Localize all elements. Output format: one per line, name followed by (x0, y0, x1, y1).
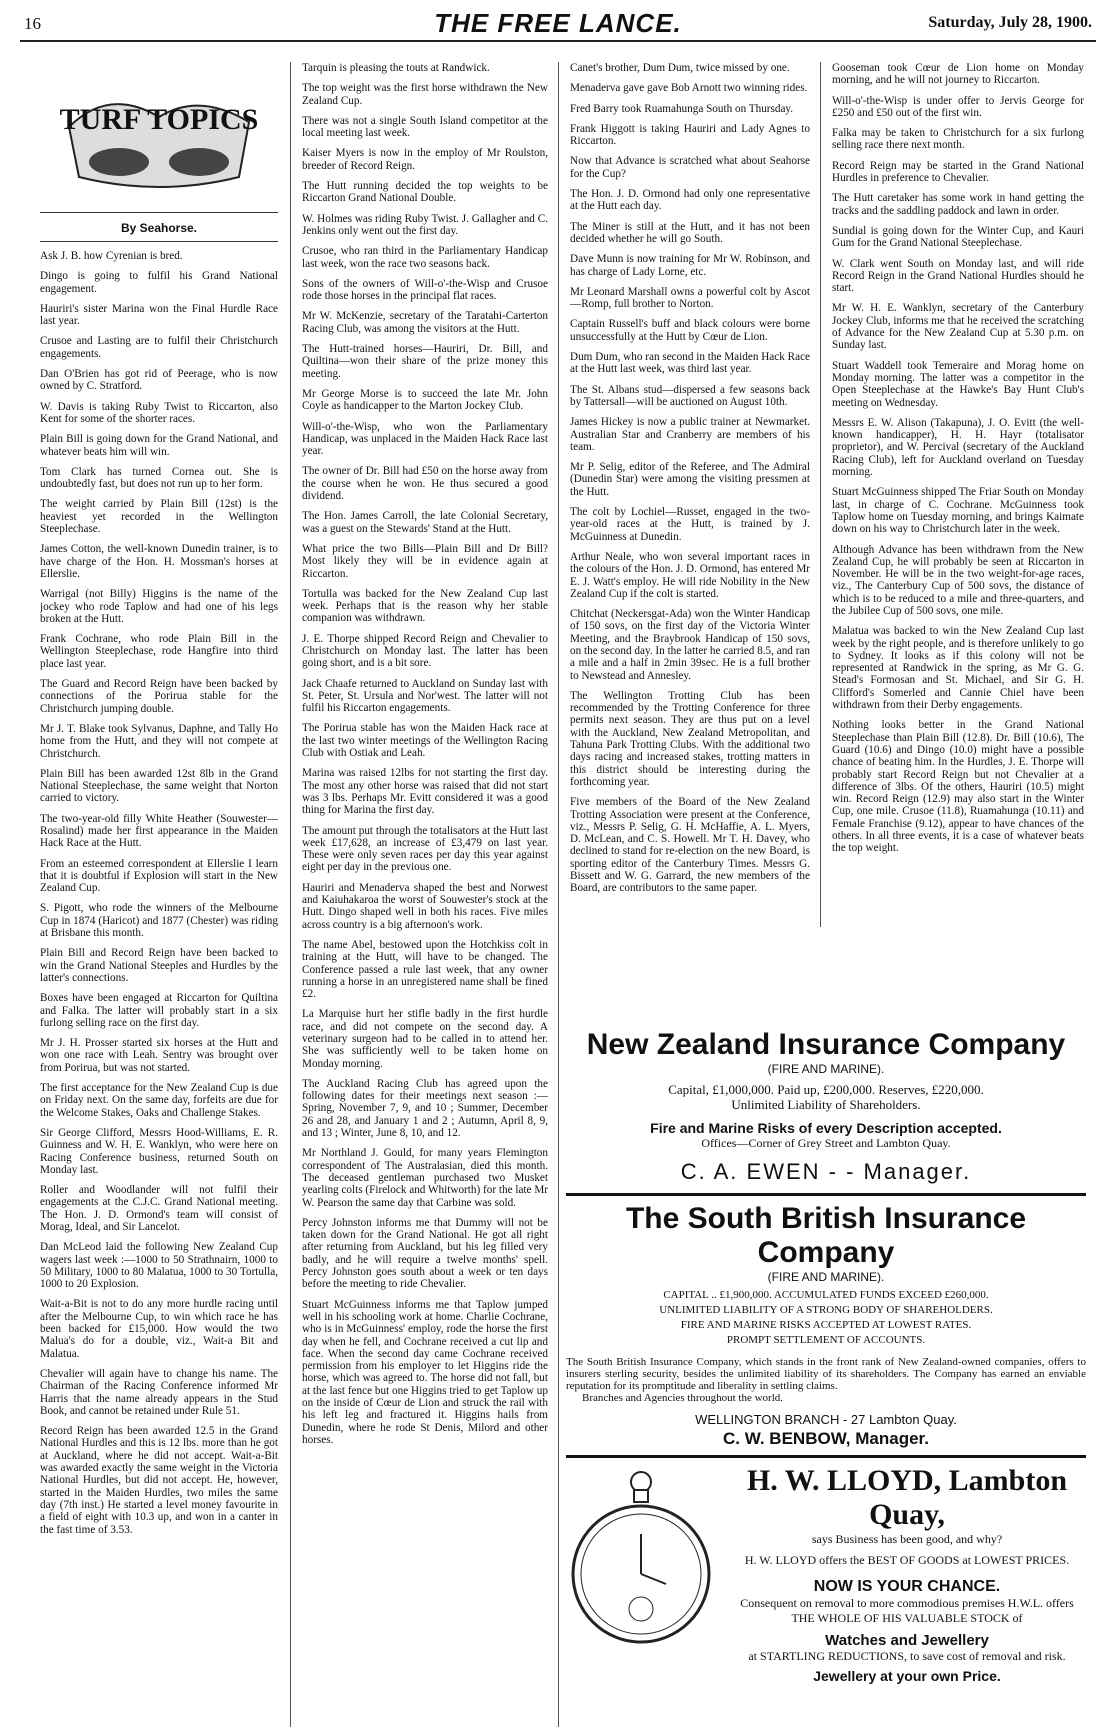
news-paragraph: Chevalier will again have to change his name. The Chairman of the Racing Conference informed Mr Harris that the name already appears in the Stud Book, and cannot be retained under Rule 51. (40, 1367, 278, 1417)
issue-date: Saturday, July 28, 1900. (928, 14, 1092, 31)
news-paragraph: Stuart McGuinness informs me that Taplow jumped well in his schooling work at home. Charlie Cochrane, who is in McGuinness' employ, rode the horse the first day when he fell, and Cochrane received a cut lip and face. When the second day came Cochrane received permission from his employer to let Higgins ride the horse, which was agreed to. The horse did not fall, but at the last fence but one Higgins tried to get Taplow up on the inside of Cœur de Lion and struck the rail with his left leg and fractured it. Higgins hails from Dunedin, where he rode St Denis, Milord and other horses. (302, 1298, 548, 1446)
news-paragraph: Boxes have been engaged at Riccarton for Quiltina and Falka. The latter will probably start in a six furlong selling race on the first day. (40, 992, 278, 1029)
lloyd-line1: says Business has been good, and why? (811, 1532, 1003, 1546)
advert-divider (566, 1455, 1086, 1458)
news-paragraph: Dave Munn is now training for Mr W. Robinson, and has charge of Lady Lorne, etc. (570, 253, 810, 278)
news-paragraph: What price the two Bills—Plain Bill and Dr Bill? Most likely they will be in evidence again at Riccarton. (302, 542, 548, 580)
news-paragraph: The Porirua stable has won the Maiden Hack race at the last two winter meetings of the Wellington Racing Club with Ostiak and Leah. (302, 722, 548, 760)
byline: By Seahorse. (120, 221, 198, 235)
news-paragraph: There was not a single South Island competitor at the local meeting last week. (302, 114, 548, 140)
news-paragraph: The St. Albans stud—dispersed a few seasons back by Tattersall—will be auctioned on August 10th. (570, 383, 810, 408)
column-3 (570, 62, 810, 927)
advert-divider (566, 1193, 1086, 1196)
news-paragraph: The Wellington Trotting Club has been recommended by the Trotting Conference for three permits next season. They are thus put on a level with the Auckland, New Zealand Metropolitan, and Tahuna Park Trotting Clubs. With the additional two days racing and increased stakes, trotting matters in this district should be interesting during the forthcoming year. (570, 689, 810, 788)
news-paragraph: The Hon. J. D. Ormond had only one representative at the Hutt each day. (570, 188, 810, 213)
column-3-text (570, 62, 810, 895)
lloyd-advert (566, 1464, 1086, 1684)
news-paragraph: J. E. Thorpe shipped Record Reign and Chevalier to Christchurch on Monday last. The latter has been going short, and is a bit sore. (302, 632, 548, 670)
sbi-branches: Branches and Agencies throughout the world. (582, 1392, 784, 1404)
news-paragraph: The Hutt caretaker has some work in hand getting the tracks and the saddling paddock and lawn in order. (832, 192, 1084, 217)
news-paragraph: Crusoe, who ran third in the Parliamentary Handicap last week, won the race two seasons back. (302, 245, 548, 270)
news-paragraph: Sir George Clifford, Messrs Hood-Williams, E. R. Guinness and W. H. E. Wanklyn, who were here on Racing Conference business, returned South on Monday last. (40, 1126, 278, 1176)
news-paragraph: The amount put through the totalisators at the Hutt last week £17,628, an increase of £3,479 on last year. These were only seven races per day this year against eight per day in the previous one. (302, 824, 548, 874)
news-paragraph: Roller and Woodlander will not fulfil their engagements at the C.J.C. Grand National meeting. The Hon. J. D. Ormond's team will consist of Morag, Ideal, and Sir Lancelot. (40, 1184, 278, 1233)
news-paragraph: Frank Cochrane, who rode Plain Bill in the Wellington Steeplechase, rode Hangfire into third place last year. (40, 633, 278, 670)
column-4-text (832, 62, 1084, 855)
news-paragraph: Sundial is going down for the Winter Cup, and Kauri Gum for the Grand National Steeplechase. (832, 224, 1084, 250)
advertisements (566, 1028, 1086, 1728)
news-paragraph: La Marquise hurt her stifle badly in the first hurdle race, and did not compete on the second day. A veterinary surgeon had to be called in to attend her. She was sufficiently well to be taken home on Monday morning. (302, 1008, 548, 1070)
news-paragraph: Arthur Neale, who won several important races in the colours of the Hon. J. D. Ormond, has entered Mr E. J. Watt's employ. He will ride Nobility in the New Zealand Cup if the colt is started. (570, 550, 810, 600)
lloyd-body: Consequent on removal to more commodious premises H.W.L. offers THE WHOLE OF HIS VALUABLE STOCK of (740, 1596, 1074, 1625)
news-paragraph: Messrs E. W. Alison (Takapuna), J. O. Evitt (the well-known handicapper), H. H. Hayr (totalisator proprietor), and W. Percival (secretary of the Auckland Racing Club), left for Auckland overland on Tuesday morning. (832, 416, 1084, 479)
news-paragraph: Malatua was backed to win the New Zealand Cup last week by the right people, and is therefore unlikely to go to Sydney. It looks as if this colony will not be represented at Randwick in the spring, as Mr G. G. Stead's Formosan and St. Michael, and Sir G. H. Clifford's Somerled and Cannie Chiel have been withdrawn from their Derby engagements. (832, 625, 1084, 712)
sbi-line2: UNLIMITED LIABILITY OF A STRONG BODY OF SHAREHOLDERS. (659, 1304, 993, 1316)
news-paragraph: Crusoe and Lasting are to fulfil their Christchurch engagements. (40, 335, 278, 360)
news-paragraph: Fred Barry took Ruamahunga South on Thursday. (570, 102, 794, 115)
news-paragraph: Nothing looks better in the Grand National Steeplechase than Plain Bill (12.8). Dr. Bill (10.6), The Guard (10.6) and Dingo (10.0) might have a possible chance of beating him. In the Hurdles, J. E. Thorpe will probably start Record Reign but not Chevalier at a difference of 3lbs. Of the others, Hauriri (10.5) might win. Record Reign (12.9) may also start in the Winter Cup, one mile. Crusoe (11.8), Ruamahunga (10.11) and Female Franchise (9.12), appear to have chances of the others. In all three events, it is a case of whatever beats the top weight. (832, 719, 1084, 855)
news-paragraph: The two-year-old filly White Heather (Souwester—Rosalind) made her first appearance in the Maiden Hack Race at the Hutt. (40, 812, 278, 850)
news-paragraph: Mr Leonard Marshall owns a powerful colt by Ascot—Romp, full brother to Norton. (570, 285, 810, 311)
news-paragraph: Canet's brother, Dum Dum, twice missed by one. (570, 62, 790, 74)
lloyd-text (728, 1464, 1086, 1684)
lloyd-tagline: Jewellery at your own Price. (813, 1668, 1001, 1684)
lloyd-reductions: at STARTLING REDUCTIONS, to save cost of removal and risk. (748, 1649, 1066, 1663)
news-paragraph: Mr J. T. Blake took Sylvanus, Daphne, and Tally Ho home from the Hutt, and they will not compete at Christchurch. (40, 722, 278, 760)
news-paragraph: Warrigal (not Billy) Higgins is the name of the jockey who rode Taplow and had one of his legs broken at the Hutt. (40, 588, 278, 625)
news-paragraph: Stuart Waddell took Temeraire and Morag home on Monday morning. The latter was a competitor in the Open Steeplechase at the Hawke's Bay Hunt Club's meeting on Wednesday. (832, 359, 1084, 409)
news-paragraph: Mr Northland J. Gould, for many years Flemington correspondent of The Australasian, died this month. The deceased gentleman purchased two Musket yearling colts (Firelock and Whitworth) for the late Mr W. Pearson the same day that Carbine was sold. (302, 1147, 548, 1209)
news-paragraph: Dingo is going to fulfil his Grand National engagement. (40, 270, 278, 295)
sbi-manager: C. W. BENBOW, Manager. (723, 1429, 929, 1448)
news-paragraph: Now that Advance is scratched what about Seahorse for the Cup? (570, 155, 810, 180)
news-paragraph: Plain Bill is going down for the Grand National, and whatever beats him will win. (40, 433, 278, 458)
news-paragraph: The weight carried by Plain Bill (12st) is the heaviest yet recorded in the Wellington Steeplechase. (40, 498, 278, 536)
news-paragraph: Wait-a-Bit is not to do any more hurdle racing until after the Melbourne Cup, to win which race he has been backed for £15,000. How would the two Malua's do for a double, viz., Wait-a Bit and Malatua. (40, 1298, 278, 1360)
masthead: THE FREE LANCE. (434, 8, 682, 38)
column-divider (820, 62, 821, 927)
news-paragraph: Gooseman took Cœur de Lion home on Monday morning, and he will not journey to Riccarton. (832, 62, 1084, 87)
lloyd-line2: H. W. LLOYD offers the BEST OF GOODS at LOWEST PRICES. (744, 1553, 1070, 1567)
news-paragraph: Frank Higgott is taking Hauriri and Lady Agnes to Riccarton. (570, 122, 810, 148)
logo-text: TURF TOPICS (59, 103, 259, 136)
nzi-subtitle: (FIRE AND MARINE). (767, 1062, 885, 1076)
news-paragraph: The top weight was the first horse withdrawn the New Zealand Cup. (302, 82, 548, 107)
news-paragraph: S. Pigott, who rode the winners of the Melbourne Cup in 1874 (Haricot) and 1877 (Chester) was riding at Brisbane this month. (40, 902, 278, 940)
news-paragraph: Chitchat (Neckersgat-Ada) won the Winter Handicap of 150 sovs, on the first day of the Victoria Winter Meeting, and the Braybrook Handicap of 150 sovs, on the second day. In the latter he carried 8.5, and ran a mile and a half in 2min 39sec. He is a full brother to Newstead and Annesley. (570, 608, 810, 682)
news-paragraph: The Auckland Racing Club has agreed upon the following dates for their meetings next season :—Spring, November 7, 9, and 10 ; Summer, December 26 and 28, and January 1 and 2 ; Autumn, April 8, 9, and 13 ; Winter, June 8, 10, and 12. (302, 1077, 548, 1140)
news-paragraph: Percy Johnston informs me that Dummy will not be taken down for the Grand National. He got all right after returning from Auckland, but his leg filled very badly, and he will require a twelve months' spell. Percy Johnston goes south about a week or ten days before the meeting to ride Chevalier. (302, 1216, 548, 1291)
news-paragraph: The colt by Lochiel—Russet, engaged in the two-year-old races at the Hutt, is trained by J. McGuinness at Dunedin. (570, 506, 810, 543)
news-paragraph: Jack Chaafe returned to Auckland on Sunday last with St. Peter, St. Ursula and Nor'west. The latter will not fulfil his Riccarton engagements. (302, 677, 548, 715)
news-paragraph: W. Holmes was riding Ruby Twist. J. Gallagher and C. Jenkins only went out the first day. (302, 212, 548, 237)
nzi-liability: Unlimited Liability of Shareholders. (731, 1097, 921, 1112)
news-paragraph: Plain Bill has been awarded 12st 8lb in the Grand National Steeplechase, the same weight that Norton carried to victory. (40, 767, 278, 805)
column-2 (302, 62, 548, 1727)
nzi-manager: C. A. EWEN - - Manager. (680, 1159, 972, 1184)
news-paragraph: Ask J. B. how Cyrenian is bred. (40, 250, 183, 262)
page-header (20, 8, 1096, 42)
sbi-subtitle: (FIRE AND MARINE). (767, 1270, 885, 1284)
news-paragraph: Mr W. H. E. Wanklyn, secretary of the Canterbury Jockey Club, informs me that he received the scratching of Advance for the New Zealand Cup at 5.30 p.m. on Sunday last. (832, 302, 1084, 352)
news-paragraph: James Hickey is now a public trainer at Newmarket. Australian Star and Cranberry are members of his team. (570, 416, 810, 453)
sbi-line3: FIRE AND MARINE RISKS ACCEPTED AT LOWEST RATES. (680, 1319, 972, 1331)
news-paragraph: W. Davis is taking Ruby Twist to Riccarton, also Kent for some of the shorter races. (40, 400, 278, 425)
news-paragraph: Plain Bill and Record Reign have been backed to win the Grand National Steeples and Hurdles by the latter's connections. (40, 947, 278, 984)
byline-rule (40, 241, 278, 242)
news-paragraph: W. Clark went South on Monday last, and will ride Record Reign in the Grand National Hurdles should he start. (832, 257, 1084, 295)
news-paragraph: Dan O'Brien has got rid of Peerage, who is now owned by C. Stratford. (40, 368, 278, 393)
news-paragraph: Menaderva gave gave Bob Arnott two winning rides. (570, 82, 808, 95)
news-paragraph: Falka may be taken to Christchurch for a six furlong selling race there next month. (832, 127, 1084, 152)
byline-rule (40, 212, 278, 213)
nzi-advert (566, 1028, 1086, 1185)
sbi-branch: WELLINGTON BRANCH - 27 Lambton Quay. (695, 1412, 957, 1427)
column-1-text (40, 250, 278, 1536)
column-1 (40, 62, 278, 1727)
nzi-title: New Zealand Insurance Company (586, 1028, 1066, 1061)
turf-topics-illustration (49, 67, 269, 207)
nzi-offices: Offices—Corner of Grey Street and Lambton Quay. (701, 1136, 951, 1150)
sbi-line4: PROMPT SETTLEMENT OF ACCOUNTS. (726, 1334, 926, 1346)
column-4 (832, 62, 1084, 927)
news-paragraph: The Guard and Record Reign have been backed by connections of the Porirua stable for the Christchurch jumping double. (40, 678, 278, 715)
news-paragraph: The Hutt-trained horses—Hauriri, Dr. Bill, and Quiltina—won their share of the prize money this meeting. (302, 343, 548, 380)
news-paragraph: Stuart McGuinness shipped The Friar South on Monday last, in charge of C. Cochrane. McGuinness took Taplow home on Tuesday morning, and brings Kaimate down on his way to Christchurch later in the week. (832, 486, 1084, 536)
news-paragraph: Marina was raised 12lbs for not starting the first day. The most any other horse was raised that did not start was 3 lbs. Perhaps Mr. Evitt considered it was a good thing for Marina the first day. (302, 767, 548, 817)
turf-topics-logo (40, 62, 278, 212)
news-paragraph: Dan McLeod laid the following New Zealand Cup wagers last week :—1000 to 50 Strathnairn, 1000 to 50 Military, 1000 to 80 Malatua, 1000 to 30 Tortulla, 1000 to 20 Explosion. (40, 1241, 278, 1291)
news-paragraph: Sons of the owners of Will-o'-the-Wisp and Crusoe rode those horses in the principal flat races. (302, 277, 548, 303)
column-2-text (302, 62, 548, 1446)
nzi-capital: Capital, £1,000,000. Paid up, £200,000. Reserves, £220,000. (668, 1082, 984, 1097)
news-paragraph: Hauriri's sister Marina won the Final Hurdle Race last year. (40, 302, 278, 328)
lloyd-chance: NOW IS YOUR CHANCE. (813, 1578, 1001, 1595)
news-paragraph: The Miner is still at the Hutt, and it has not been decided whether he will go South. (570, 220, 810, 245)
pocket-watch-icon (566, 1464, 716, 1654)
news-paragraph: The first acceptance for the New Zealand Cup is due on Friday next. On the same day, forfeits are due for the Welcome Stakes, Oaks and Challenge Stakes. (40, 1082, 278, 1119)
news-paragraph: Mr George Morse is to succeed the late Mr. John Coyle as handicapper to the Marton Jockey Club. (302, 387, 548, 413)
page-number: 16 (24, 14, 41, 33)
news-paragraph: Although Advance has been withdrawn from the New Zealand Cup, he will probably be seen at Riccarton in November. He will be in the two weight-for-age races, viz., The Canterbury Cup of 500 sovs, the distance of which is to be reduced to a mile and three-quarters, and the Jubilee Cup of 500 sovs, one mile. (832, 543, 1084, 617)
sbi-capital: CAPITAL .. £1,900,000. ACCUMULATED FUNDS EXCEED £260,000. (663, 1289, 989, 1301)
sbi-advert (566, 1202, 1086, 1449)
news-paragraph: Mr J. H. Prosser started six horses at the Hutt and won one race with Leah. Sentry was brought over from Porirua, but was not started. (40, 1037, 278, 1074)
column-divider (290, 62, 291, 1727)
news-paragraph: The Hutt running decided the top weights to be Riccarton Grand National Double. (302, 180, 548, 205)
nzi-risks: Fire and Marine Risks of every Description accepted. (650, 1120, 1002, 1136)
news-paragraph: Tom Clark has turned Cornea out. She is undoubtedly fast, but does not run up to her form. (40, 465, 278, 491)
news-paragraph: Record Reign may be started in the Grand National Hurdles in preference to Chevalier. (832, 159, 1084, 185)
news-paragraph: Hauriri and Menaderva shaped the best and Norwest and Kaiuhakaroa the worst of Souwester's stock at the Hutt. Dingo shaped well in both his races. Five miles across country is a big afternoon's work. (302, 881, 548, 931)
news-paragraph: The Hon. James Carroll, the late Colonial Secretary, was a guest on the Stewards' Stand at the Hutt. (302, 510, 548, 535)
news-paragraph: Kaiser Myers is now in the employ of Mr Roulston, breeder of Record Reign. (302, 147, 548, 172)
news-paragraph: Will-o'-the-Wisp, who won the Parliamentary Handicap, was unplaced in the Maiden Hack Race last year. (302, 420, 548, 458)
column-divider (558, 62, 559, 1727)
news-paragraph: James Cotton, the well-known Dunedin trainer, is to have charge of the Hon. H. Mossman's horses at Ellerslie. (40, 543, 278, 580)
news-paragraph: Five members of the Board of the New Zealand Trotting Association were present at the Conference, viz., Messrs P. Selig, G. H. McHaffie, A. L. Myers, D. McLean, and C. S. Howell. Mr T. H. Davey, who declined to stand for re-election on the new Board, is sporting editor of the Canterbury Times. Messrs G. Bissett and W. G. Garrard, the new members of the Board, are contributors to the same paper. (570, 796, 810, 895)
lloyd-goods: Watches and Jewellery (825, 1632, 989, 1649)
news-paragraph: Record Reign has been awarded 12.5 in the Grand National Hurdles and this is 12 lbs. more than he got at Auckland, where he did not accept. Wait-a-Bit was awarded exactly the same weight in the Victoria National Hurdles, but did not accept. He, however, started in the Maiden Hurdles, two miles the same day (7th inst.) He started a level money favourite in a field of eight with 10.3 up, and won in a canter in the fast time of 3.53. (40, 1425, 278, 1536)
news-paragraph: Dum Dum, who ran second in the Maiden Hack Race at the Hutt last week, was third last year. (570, 351, 810, 376)
sbi-title: The South British Insurance Company (625, 1202, 1027, 1269)
news-paragraph: The name Abel, bestowed upon the Hotchkiss colt in training at the Hutt, will have to be changed. The Conference passed a rule last week, that any owner running a horse in an unregistered name shall be fined £2. (302, 938, 548, 1001)
news-paragraph: Tarquin is pleasing the touts at Randwick. (302, 62, 490, 74)
sbi-body: The South British Insurance Company, which stands in the front rank of New Zealand-owned companies, offers to insurers sterling security, besides the unlimited liability of its shareholders. The Company has earned an enviable reputation for its promptitude and liberality in settling claims. (566, 1356, 1086, 1392)
news-paragraph: The owner of Dr. Bill had £50 on the horse away from the course when he won. He thus secured a good dividend. (302, 465, 548, 503)
lloyd-title: H. W. LLOYD, Lambton Quay, (746, 1464, 1068, 1531)
news-paragraph: Mr W. McKenzie, secretary of the Taratahi-Carterton Racing Club, was among the visitors at the Hutt. (302, 310, 548, 335)
news-paragraph: Tortulla was backed for the New Zealand Cup last week. Perhaps that is the reason why her stable companion was withdrawn. (302, 587, 548, 625)
news-paragraph: Will-o'-the-Wisp is under offer to Jervis George for £250 and £50 out of the first win. (832, 94, 1084, 119)
news-paragraph: Mr P. Selig, editor of the Referee, and The Admiral (Dunedin Star) were among the visiting pressmen at the Hutt. (570, 461, 810, 498)
news-paragraph: From an esteemed correspondent at Ellerslie I learn that it is doubtful if Explosion will start in the New Zealand Cup. (40, 857, 278, 895)
news-paragraph: Captain Russell's buff and black colours were borne unsuccessfully at the Hutt by Cœur de Lion. (570, 318, 810, 343)
